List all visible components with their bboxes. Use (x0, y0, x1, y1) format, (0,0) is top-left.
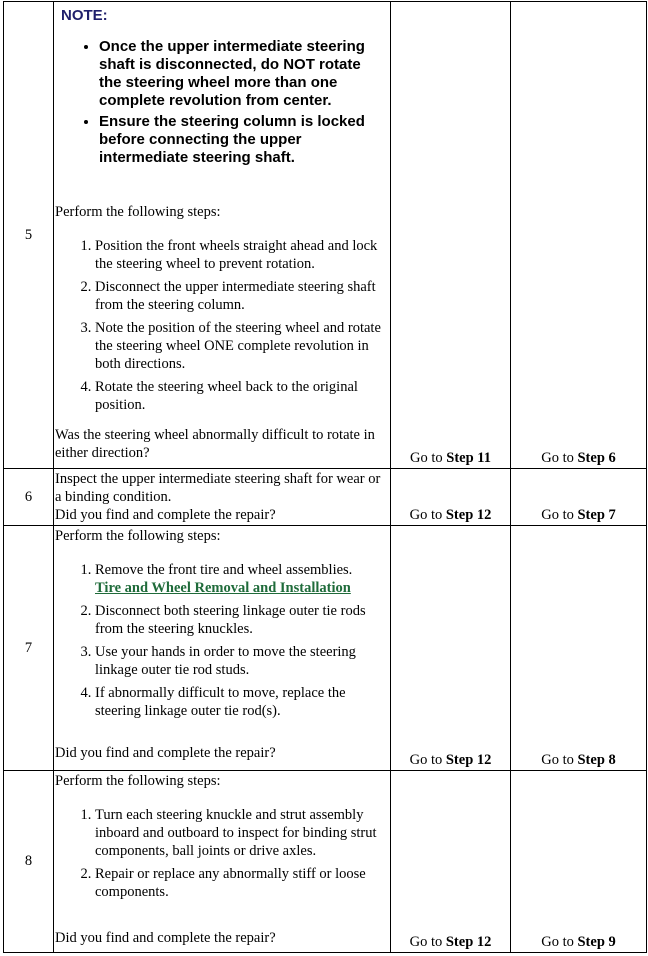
no-result (511, 2, 647, 469)
list-item: 4. If abnormally difficult to move, replace the steering linkage outer tie rod(s). (95, 684, 390, 720)
step-action (54, 526, 391, 771)
list-item: 3. Note the position of the steering wheel and rotate the steering wheel ONE complete revolution in both directions. (95, 319, 390, 373)
diagnostic-table (3, 1, 647, 953)
list-item: 2. Disconnect the upper intermediate steering shaft from the steering column. (95, 278, 390, 314)
step-action (54, 771, 391, 953)
no-result (511, 469, 647, 526)
step-action (54, 469, 391, 526)
list-item: 2. Disconnect both steering linkage outer tie rods from the steering knuckles. (95, 602, 390, 638)
yes-result (391, 771, 511, 953)
step-action (54, 2, 391, 469)
step-link[interactable]: Step 12 (445, 507, 492, 523)
step-question: Did you find and complete the repair? (55, 745, 276, 761)
no-result (511, 526, 647, 771)
step-link[interactable]: Step 9 (577, 934, 616, 950)
step-link[interactable]: Step 7 (577, 507, 616, 523)
list-item: 1. Position the front wheels straight ahead and lock the steering wheel to prevent rotation. (95, 237, 390, 273)
step-intro: Perform the following steps: (55, 773, 221, 789)
yes-result (391, 526, 511, 771)
go-to-text: Go to Step 8 (541, 752, 616, 768)
list-item: 4. Rotate the steering wheel back to the original position. (95, 378, 390, 414)
step-question: Did you find and complete the repair? (55, 507, 276, 523)
step-number: 6 (4, 469, 54, 526)
step-row-6 (4, 469, 647, 526)
step-link[interactable]: Step 12 (445, 752, 492, 768)
step-number: 7 (4, 526, 54, 771)
go-to-text: Go to Step 9 (541, 934, 616, 950)
step-list (55, 806, 390, 901)
step-list (55, 237, 390, 414)
list-item: 1. Turn each steering knuckle and strut assembly inboard and outboard to inspect for binding strut components, ball joints or drive axles. (95, 806, 390, 860)
go-to-text: Go to Step 6 (541, 450, 616, 466)
note-list (61, 38, 384, 167)
step-number: 8 (4, 771, 54, 953)
note-item: • Ensure the steering column is locked before connecting the upper intermediate steering shaft. (99, 113, 384, 167)
list-item: 1. Remove the front tire and wheel assemblies. Tire and Wheel Removal and Installation (95, 561, 390, 597)
go-to-text: Go to Step 7 (541, 507, 616, 523)
yes-result (391, 469, 511, 526)
go-to-text: Go to Step 12 (409, 934, 492, 950)
go-to-text: Go to Step 11 (410, 450, 491, 466)
note-item: • Once the upper intermediate steering shaft is disconnected, do NOT rotate the steering wheel more than one complete revolution from center. (99, 38, 384, 110)
yes-result (391, 2, 511, 469)
step-link[interactable]: Step 11 (446, 450, 491, 466)
step-link[interactable]: Step 12 (445, 934, 492, 950)
step-row-8 (4, 771, 647, 953)
step-list (55, 561, 390, 720)
list-item: 2. Repair or replace any abnormally stiff or loose components. (95, 865, 390, 901)
step-row-5 (4, 2, 647, 469)
step-link[interactable]: Step 8 (577, 752, 616, 768)
step-question: Was the steering wheel abnormally difficult to rotate in either direction? (55, 427, 375, 461)
go-to-text: Go to Step 12 (409, 507, 492, 523)
step-link[interactable]: Step 6 (577, 450, 616, 466)
list-item: 3. Use your hands in order to move the steering linkage outer tie rod studs. (95, 643, 390, 679)
tire-wheel-link[interactable]: Tire and Wheel Removal and Installation (95, 580, 351, 596)
step-intro: Perform the following steps: (55, 204, 221, 220)
step-question: Did you find and complete the repair? (55, 930, 276, 946)
step-intro: Perform the following steps: (55, 528, 221, 544)
step-number: 5 (4, 2, 54, 469)
note-title: NOTE: (61, 7, 108, 24)
go-to-text: Go to Step 12 (409, 752, 492, 768)
step-text: Inspect the upper intermediate steering shaft for wear or a binding condition. (55, 471, 381, 505)
no-result (511, 771, 647, 953)
note-box (55, 2, 390, 167)
step-row-7 (4, 526, 647, 771)
